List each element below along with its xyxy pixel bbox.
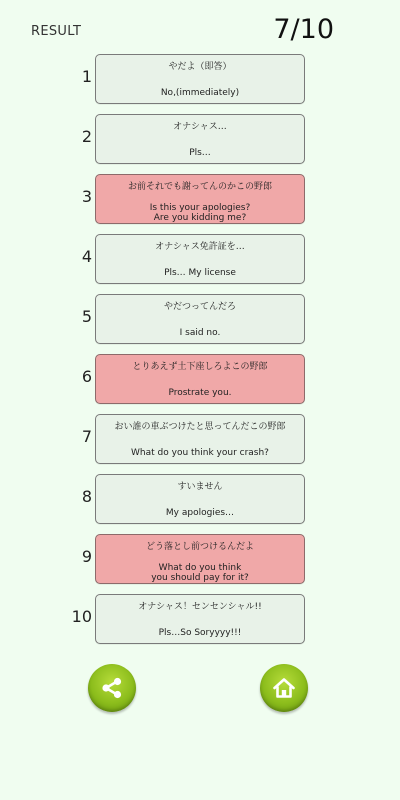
english-translation: Pls… My license	[164, 268, 236, 278]
result-card-wrong[interactable]	[95, 534, 305, 584]
japanese-phrase: おい誰の車ぶつけたと思ってんだこの野郎	[114, 422, 286, 432]
result-card[interactable]	[95, 294, 305, 344]
result-heading: RESULT	[31, 24, 82, 39]
english-translation: Is this your apologies? Are you kidding me?	[149, 203, 251, 223]
result-row	[0, 294, 400, 354]
question-number: 8	[81, 487, 92, 506]
english-translation: Prostrate you.	[168, 388, 232, 398]
japanese-phrase: オナシャス！センセンシャル!!	[138, 602, 262, 612]
result-row	[0, 234, 400, 294]
result-row	[0, 534, 400, 594]
japanese-phrase: お前それでも謝ってんのかこの野郎	[127, 182, 272, 192]
english-translation: Pls…So Soryyyy!!!	[158, 628, 242, 638]
result-row	[0, 474, 400, 534]
english-translation: Pls…	[189, 148, 211, 158]
question-number: 2	[81, 127, 92, 146]
result-card[interactable]	[95, 474, 305, 524]
result-card[interactable]	[95, 114, 305, 164]
result-row	[0, 174, 400, 234]
question-number: 10	[71, 607, 92, 626]
result-row	[0, 54, 400, 114]
home-icon	[272, 676, 296, 700]
english-translation: What do you think your crash?	[131, 448, 269, 458]
result-row	[0, 414, 400, 474]
question-number: 3	[81, 187, 92, 206]
japanese-phrase: とりあえず土下座しろよこの野郎	[132, 362, 268, 372]
score-display: 7/10	[273, 14, 334, 45]
home-button[interactable]	[260, 664, 308, 712]
result-row	[0, 354, 400, 414]
result-card[interactable]	[95, 54, 305, 104]
japanese-phrase: やだよ（即答）	[168, 62, 232, 72]
result-card[interactable]	[95, 234, 305, 284]
english-translation: My apologies…	[165, 508, 235, 518]
question-number: 1	[81, 67, 92, 86]
result-card[interactable]	[95, 414, 305, 464]
result-card[interactable]	[95, 594, 305, 644]
japanese-phrase: どう落とし前つけるんだよ	[145, 542, 254, 552]
result-row	[0, 594, 400, 654]
results-list	[0, 54, 400, 654]
japanese-phrase: やだつってんだろ	[164, 302, 236, 312]
japanese-phrase: オナシャス免許証を…	[155, 242, 245, 252]
japanese-phrase: オナシャス…	[173, 122, 227, 132]
share-button[interactable]	[88, 664, 136, 712]
result-card-wrong[interactable]	[95, 174, 305, 224]
result-card-wrong[interactable]	[95, 354, 305, 404]
question-number: 7	[81, 427, 92, 446]
question-number: 4	[81, 247, 92, 266]
question-number: 9	[81, 547, 92, 566]
question-number: 5	[81, 307, 92, 326]
english-translation: What do you think you should pay for it?	[151, 563, 249, 583]
english-translation: I said no.	[179, 328, 221, 338]
question-number: 6	[81, 367, 92, 386]
english-translation: No,(immediately)	[160, 88, 240, 98]
japanese-phrase: すいません	[177, 482, 223, 492]
result-row	[0, 114, 400, 174]
share-icon	[100, 676, 124, 700]
